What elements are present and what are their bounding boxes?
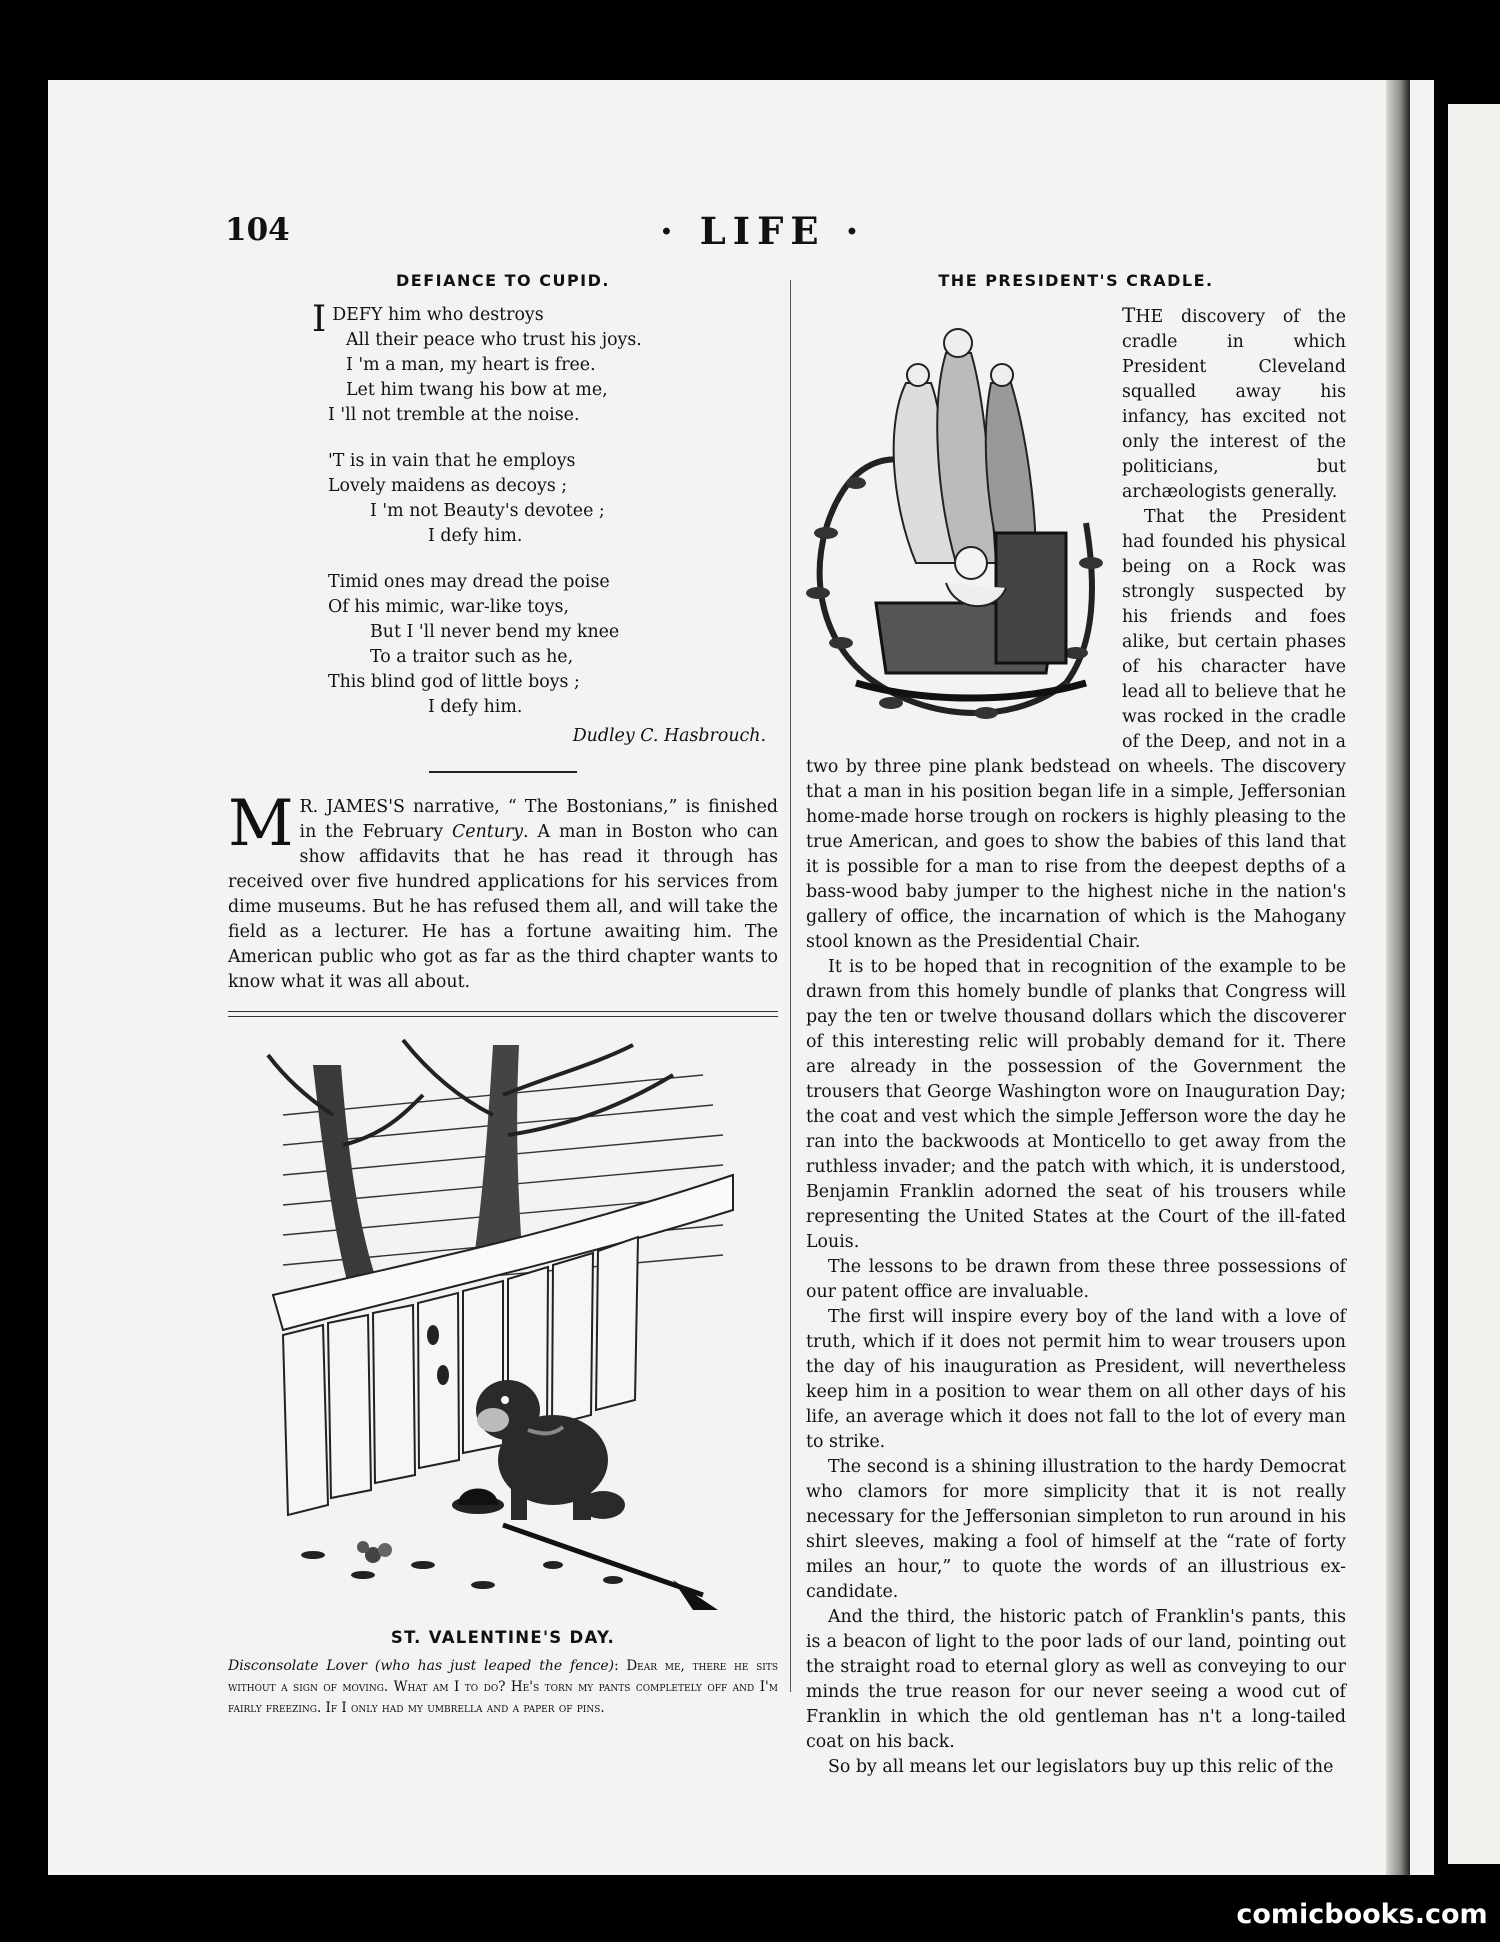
poem-line: All their peace who trust his joys. [346, 330, 642, 350]
poem-line: I defy him. [428, 697, 523, 717]
article-paragraph: The lessons to be drawn from these three possessions of our patent office are invaluable. [806, 1257, 1346, 1302]
article-paragraph: It is to be hoped that in recognition of the example to be drawn from this homely bundle of planks that Congress will pay the ten or twelve thousand dollars which the discoverer of this interesting relic will probably demand for it. There are already in the possession of the Government the trousers that George Washington wore on Inauguration Day; the coat and vest which the simple Jefferson wore the day he ran into the backwoods at Monticello to get away from the ruthless invader; and the patch with which, it is understood, Benjamin Franklin adorned the seat of his trousers while representing the United States at the Court of the ill-fated Louis. [806, 957, 1346, 1252]
poem-line: I 'll not tremble at the noise. [328, 405, 580, 425]
poem-title: DEFIANCE TO CUPID. [396, 271, 610, 290]
right-column [806, 268, 1346, 1780]
facing-page-edge [1448, 104, 1500, 1864]
poem-stanza [328, 570, 778, 720]
left-column [228, 268, 778, 1719]
article-title: THE PRESIDENT'S CRADLE. [938, 271, 1214, 290]
magazine-name: Century [451, 822, 524, 842]
poem-line: Let him twang his bow at me, [346, 380, 608, 400]
article-paragraph: THE discovery of the cradle in which President Cleveland squalled away his infancy, has excited not only the interest of the politicians, but archæologists generally. [1122, 303, 1346, 502]
poem-line: I 'm not Beauty's devotee ; [370, 501, 605, 521]
poem-line: But I 'll never bend my knee [370, 622, 620, 642]
poem-line: DEFY him who destroys [332, 305, 544, 325]
illustration-title: ST. VALENTINE'S DAY. [390, 1628, 616, 1647]
james-paragraph: M R. JAMES'S narrative, “ The Bostonians,” is finished in the February Century. A man in Boston who can show affidavits that he has read it through has received over five hundred applications for his services from dime museums. But he has refused them all, and will take the field as a lecturer. He has a fortune awaiting him. The American public who got as far as the third chapter wants to know what it was all about. [228, 787, 778, 992]
drop-cap: T [1122, 303, 1136, 327]
page-header [225, 209, 1365, 258]
column-divider [790, 280, 791, 1692]
illustration-caption: Disconsolate Lover (who has just leaped the fence): Dear me, there he sits without a sign of moving. What am I to do? He's torn my pants completely off and I'm fairly freezing. If I only had my umbrella and a paper of pins. [228, 1658, 778, 1716]
poem [312, 299, 778, 720]
article-paragraph: The second is a shining illustration to the hardy Democrat who clamors for more simplicity that it is not really necessary for the Jeffersonian simpleton to run around in his shirt sleeves, making a fool of himself at the “rate of forty miles an hour,” to quote the words of an illustrious ex-candidate. [806, 1457, 1346, 1602]
poem-line: Of his mimic, war-like toys, [328, 597, 569, 617]
poem-line: To a traitor such as he, [370, 647, 574, 667]
poem-line: I defy him. [428, 526, 523, 546]
valentine-illustration [253, 1035, 753, 1615]
article-paragraph: The first will inspire every boy of the land with a love of truth, which if it does not permit him to wear trousers upon the day of his inauguration as President, will nevertheless keep him in a position to wear them on all other days of his life, an average which it does not fall to the lot of every man to strike. [806, 1307, 1346, 1452]
article-paragraph: And the third, the historic patch of Franklin's pants, this is a beacon of light to the poor lads of our land, pointing out the straight road to eternal glory as well as conveying to our minds the true reason for our never seeing a wood cut of Franklin in which the old gentleman has n't a long-tailed coat on his back. [806, 1607, 1346, 1752]
drop-cap: I [312, 299, 327, 340]
article-paragraph: So by all means let our legislators buy up this relic of the [828, 1757, 1334, 1777]
poem-line: Timid ones may dread the poise [328, 572, 610, 592]
poem-line: 'T is in vain that he employs [328, 451, 576, 471]
poem-author: Dudley C. Hasbrouch. [572, 726, 766, 746]
double-rule [228, 1011, 778, 1017]
poem-stanza [312, 299, 778, 428]
poem-line: I 'm a man, my heart is free. [346, 355, 596, 375]
section-rule [429, 771, 577, 773]
page-number: 104 [225, 212, 290, 248]
poem-line: Lovely maidens as decoys ; [328, 476, 568, 496]
poem-stanza [328, 449, 778, 549]
drop-cap: M [228, 787, 294, 861]
cradle-illustration [796, 303, 1116, 733]
article-paragraph: That the President had founded his physical being on a Rock was strongly suspected by his friends and foes alike, but certain phases of his character have lead all to believe that he was rocked in the cradle of the Deep, and not in a two by three pine plank bedstead on wheels. The discovery that a man in his position began life in a simple, Jeffersonian home-made horse trough on rockers is highly pleasing to the true American, and goes to show the babies of this land that it is possible for a man to rise from the deepest depths of a bass-wood baby jumper to the highest niche in the nation's gallery of office, the incarnation of which is the Mahogany stool known as the Presidential Chair. [806, 507, 1346, 952]
watermark-logo: comicbooks.com [1236, 1899, 1488, 1930]
magazine-title: · LIFE · [660, 209, 866, 253]
poem-line: This blind god of little boys ; [328, 672, 580, 692]
book-spine [1386, 80, 1410, 1875]
